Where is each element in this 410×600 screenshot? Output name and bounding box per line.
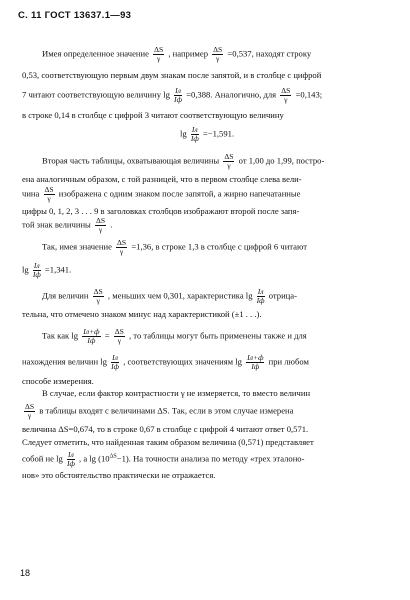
fraction: $\frac{\Delta S}{\gamma}$: [224, 152, 234, 170]
text-line: ена аналогичным образом, с той разницей, что в первом столбце слева вели-: [22, 174, 302, 184]
text-line: Так как lg $\frac{Iл+ф}{Iф}$ = $\frac{\Delta S}{\gamma}$ , то таблицы могут быть применены также и для: [42, 327, 307, 345]
text-line: В случае, если фактор контрастности γ не измеряется, то вместо величин: [42, 388, 311, 398]
fraction: $\frac{\Delta S}{\gamma}$: [44, 185, 54, 203]
text-line: 7 читают соответствующую величину lg $\frac{Iл}{Iф}$ =0,388. Аналогично, для $\frac{\Delta S}{\gamma}$ =0,143;: [22, 86, 323, 104]
text-line: той знак величины $\frac{\Delta S}{\gamma}$ .: [22, 216, 113, 234]
text-line: $\frac{\Delta S}{\gamma}$ в таблицы входят с величинами ΔS. Так, если в этом случае измерена: [25, 402, 294, 420]
text-line: 0,53, соответствующую первым двум знакам после запятой, и в столбце с цифрой: [22, 70, 322, 80]
text-line: величина ΔS=0,674, то в строке 0,67 в столбце с цифрой 4 читают ответ 0,571.: [22, 424, 309, 434]
fraction: $\frac{Iл}{Iф}$: [190, 125, 199, 143]
fraction: $\frac{Iл}{Iф}$: [66, 450, 75, 468]
formula-line: lg $\frac{Iл}{Iф}$ =−1,591.: [180, 125, 235, 143]
fraction: $\frac{\Delta S}{\gamma}$: [114, 327, 124, 345]
text-line: нахождения величин lg $\frac{Iл}{Iф}$ , соответствующих значениям lg $\frac{Iл+ф}{Iф}$ при любом: [22, 353, 309, 371]
fraction: $\frac{\Delta S}{\gamma}$: [154, 45, 164, 63]
text-line: Имея определенное значение $\frac{\Delta S}{\gamma}$ , например $\frac{\Delta S}{\gamma}$ =0,537, находят строку: [42, 45, 312, 63]
page-number: 18: [20, 568, 31, 578]
fraction: $\frac{Iл+ф}{Iф}$: [83, 327, 100, 345]
text-line: собой не lg $\frac{Iл}{Iф}$ , а $\lg (10^{\Delta S}-1)$. На точности анализа по методу «трех эталоно-: [22, 450, 305, 468]
fraction: $\frac{\Delta S}{\gamma}$: [117, 238, 127, 256]
fraction: $\frac{Iл}{Iф}$: [32, 261, 41, 279]
fraction: $\frac{\Delta S}{\gamma}$: [213, 45, 223, 63]
text-line: Так, имея значение $\frac{\Delta S}{\gamma}$ =1,36, в строке 1,3 в столбце с цифрой 6 читают: [42, 238, 308, 256]
fraction: $\frac{Iл}{Iф}$: [111, 353, 120, 371]
text-line: в строке 0,14 в столбце с цифрой 3 читают соответствующую величину: [22, 110, 284, 120]
text-line: тельна, что отмечено знаком минус над характеристикой (±1 . . .).: [22, 309, 262, 319]
fraction: $\frac{\Delta S}{\gamma}$: [95, 216, 106, 234]
fraction: $\frac{Iл}{Iф}$: [256, 287, 265, 305]
text-line: способе измерения.: [22, 376, 94, 386]
formula-line: lg $\frac{Iл}{Iф}$ =1,341.: [22, 261, 72, 279]
text-line: цифры 0, 1, 2, 3 . . . 9 в заголовках столбцов изображают второй после запя-: [22, 206, 300, 216]
fraction: $\frac{\Delta S}{\gamma}$: [25, 402, 35, 420]
text-line: Вторая часть таблицы, охватывающая величины $\frac{\Delta S}{\gamma}$ от 1,00 до 1,99, постро-: [42, 152, 325, 170]
text-line: Для величин $\frac{\Delta S}{\gamma}$ , меньших чем 0,301, характеристика lg $\frac{Iл}{Iф}$ отрица-: [42, 287, 297, 305]
page-header: С. 11 ГОСТ 13637.1—93: [18, 10, 132, 21]
text-line: нов» это обстоятельство практически не отражается.: [22, 470, 216, 480]
fraction: $\frac{Iл+ф}{Iф}$: [247, 353, 264, 371]
text-line: Следует отметить, что найденная таким образом величина (0,571) представляет: [22, 437, 314, 447]
fraction: $\frac{\Delta S}{\gamma}$: [93, 287, 103, 305]
fraction: $\frac{\Delta S}{\gamma}$: [281, 86, 291, 104]
text-line: чина $\frac{\Delta S}{\gamma}$ изображена с одним знаком после запятой, а жирно напечатанные: [22, 185, 301, 203]
fraction: $\frac{Iл}{Iф}$: [174, 86, 182, 104]
